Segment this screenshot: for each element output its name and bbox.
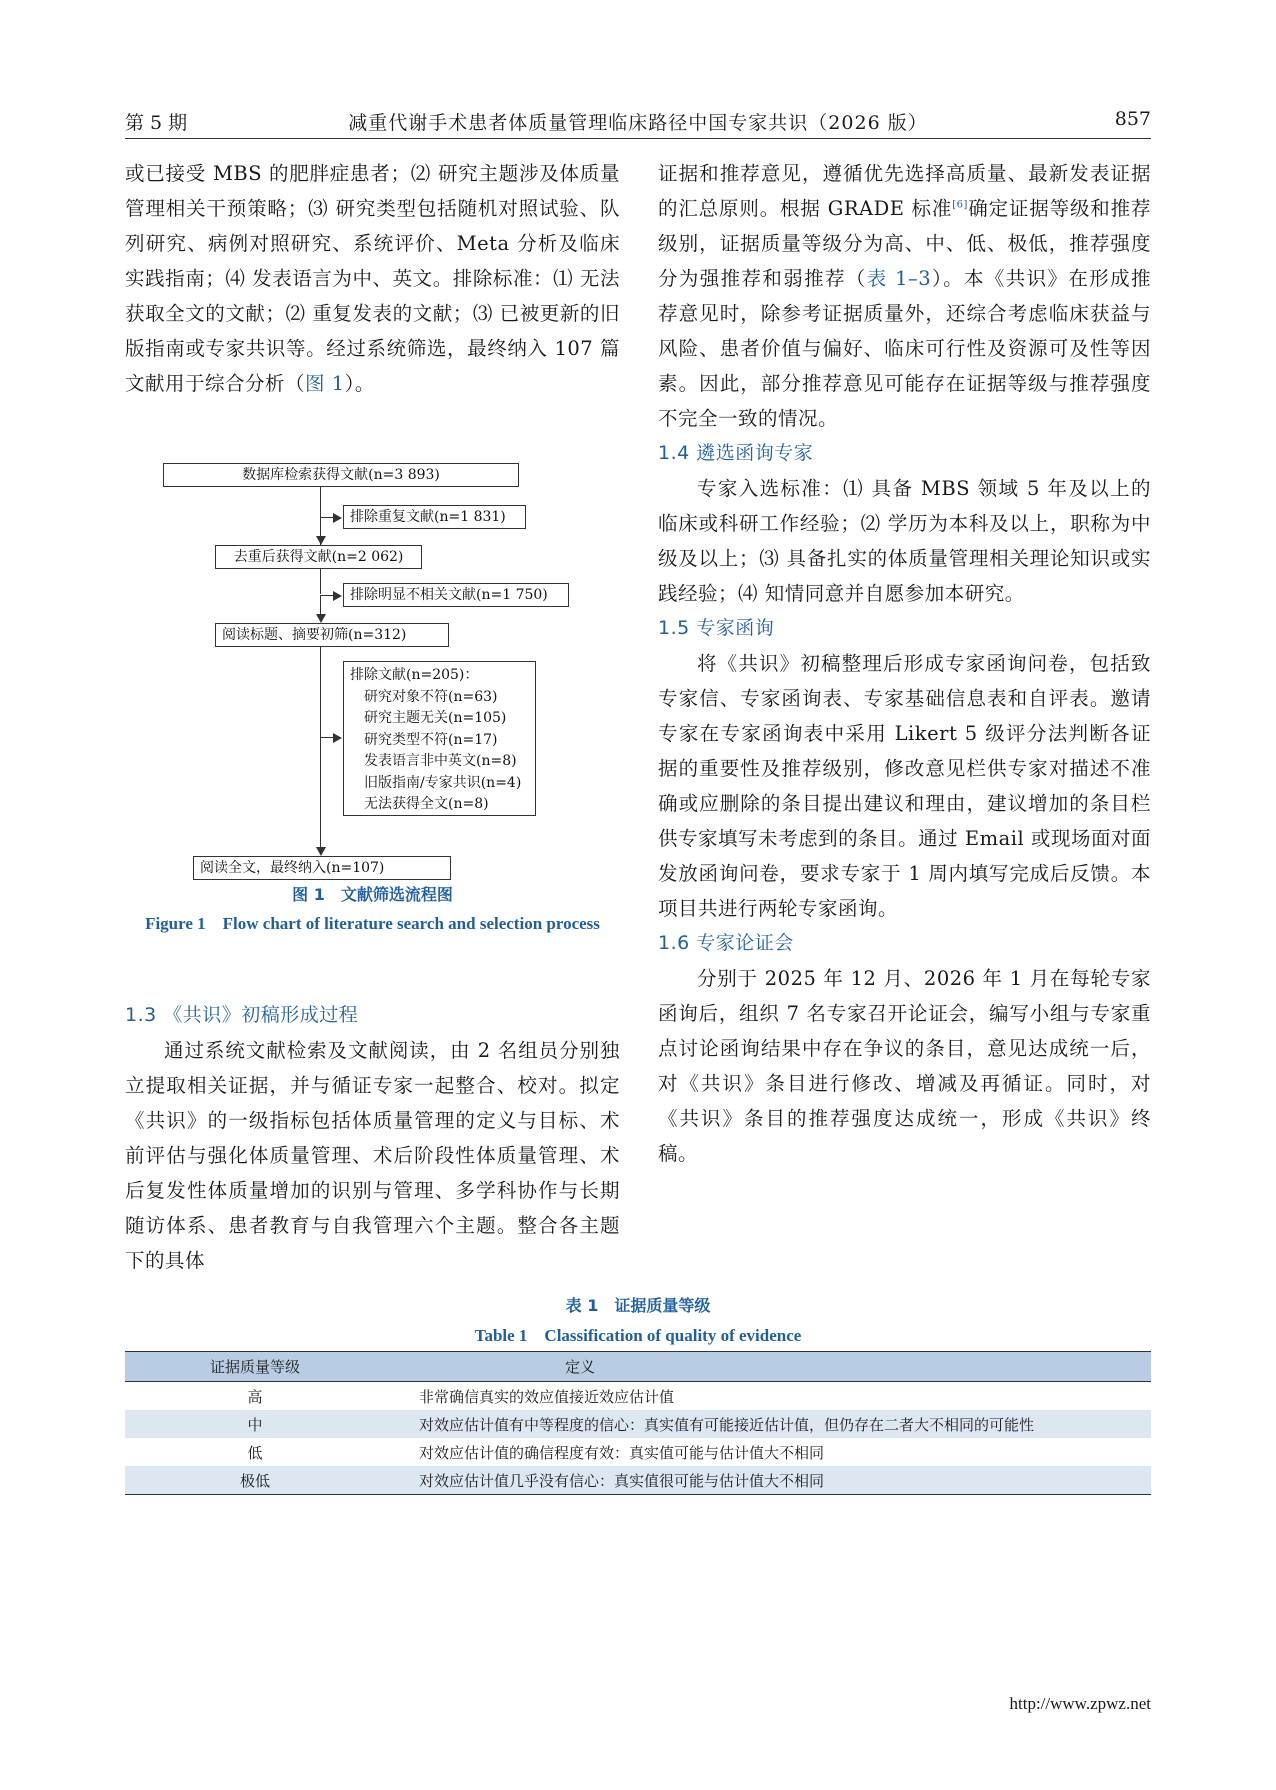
table-cell-level: 高 [247,1387,263,1406]
grade-text: 证据和推荐意见，遵循优先选择高质量、最新发表证据的汇总原则。根据 GRADE 标准 [658,162,1151,220]
exclusion-item: 无法获得全文(n=8) [364,796,489,812]
table-cell-level: 低 [247,1443,263,1462]
flow-box-deduplicated: 去重后获得文献(n=2 062) [215,545,422,569]
table-cell-definition: 对效应估计值几乎没有信心：真实值很可能与估计值大不相同 [385,1466,1151,1495]
table-row [125,1410,1151,1438]
section-body: 专家入选标准：⑴ 具备 MBS 领域 5 年及以上的临床或科研工作经验；⑵ 学历为本科及以上，职称为中级及以上；⑶ 具备扎实的体质量管理相关理论知识或实践经验；⑷ 知情同意并自愿参加本研究。 [658,477,1151,605]
arrow-right-icon [333,591,342,601]
exclusion-item: 旧版指南/专家共识(n=4) [364,774,522,791]
table-header-row [125,1352,1151,1382]
table-caption-cn: 表 1 证据质量等级 [565,1296,711,1315]
section-heading: 1.6 专家论证会 [658,932,794,954]
section-body: 通过系统文献检索及文献阅读，由 2 名组员分别独立提取相关证据，并与循证专家一起整合、校对。拟定《共识》的一级指标包括体质量管理的定义与目标、术前评估与强化体质量管理、术后阶段性体质量管理、术后复发性体质量增加的识别与管理、多学科协作与长期随访体系、患者教育与自我管理六个主题。整合各主题下的具体 [125,1039,620,1272]
table-row [125,1438,1151,1466]
figure-caption-cn: 图 1 文献筛选流程图 [292,885,453,904]
grade-text: ）。本《共识》在形成推荐意见时，除参考证据质量外，还综合考虑临床获益与风险、患者价值与偏好、临床可行性及资源可及性等因素。因此，部分推荐意见可能存在证据等级与推荐强度不完全一致的情况。 [658,267,1151,430]
left-column-intro [125,156,620,401]
arrow-right-icon [333,513,342,523]
section-1-3 [125,998,620,1278]
arrow-down-icon [316,847,326,856]
citation-link[interactable]: [6] [952,199,968,211]
running-header [125,108,1151,140]
table-cell-definition: 对效应估计值的确信程度有效：真实值可能与估计值大不相同 [419,1443,825,1462]
flow-box-exclude-irrelevant: 排除明显不相关文献(n=1 750) [343,583,569,607]
evidence-quality-table [125,1351,1151,1495]
grade-paragraph [658,156,1151,436]
flow-box-exclude-duplicates: 排除重复文献(n=1 831) [343,505,526,529]
table-caption-en: Table 1 Classification of quality of evidence [474,1326,802,1345]
arrow-down-icon [316,536,326,545]
intro-text: 或已接受 MBS 的肥胖症患者；⑵ 研究主题涉及体质量管理相关干预策略；⑶ 研究类型包括随机对照试验、队列研究、病例对照研究、系统评价、Meta 分析及临床实践指南；⑷ 发表语言为中、英文。排除标准：⑴ 无法获取全文的文献；⑵ 重复发表的文献；⑶ 已被更新的旧版指南或专家共识等。经过系统筛选，最终纳入 107 篇文献用于综合分析（ [125,162,620,395]
table-cell-definition: 非常确信真实的效应值接近效应估计值 [419,1387,675,1406]
table-header-definition: 定义 [385,1352,1151,1382]
flow-box-exclusion-reasons [343,661,536,816]
table-cell-level: 极低 [125,1466,385,1495]
flow-connector [320,646,321,848]
section-heading: 1.3 《共识》初稿形成过程 [125,1004,359,1026]
table-row [125,1466,1151,1495]
section-body: 分别于 2025 年 12 月、2026 年 1 月在每轮专家函询后，组织 7 名专家召开论证会，编写小组与专家重点讨论函询结果中存在争议的条目，意见达成统一后，对《共识》条目进行修改、增减及再循证。同时，对《共识》条目的推荐强度达成统一，形成《共识》终稿。 [658,967,1151,1165]
table-header-level: 证据质量等级 [125,1352,385,1382]
section-heading: 1.5 专家函询 [658,617,775,639]
flow-box-screening: 阅读标题、摘要初筛(n=312) [215,623,449,647]
flow-connector [320,595,321,615]
exclusion-item: 发表语言非中英文(n=8) [364,753,517,769]
flow-box-database: 数据库检索获得文献(n=3 893) [163,463,519,487]
intro-paragraph [125,156,620,401]
right-column [658,156,1151,1171]
journal-url-link[interactable]: http://www.zpwz.net [1009,1694,1151,1713]
section-body: 将《共识》初稿整理后形成专家函询问卷，包括致专家信、专家函询表、专家基础信息表和自评表。邀请专家在专家函询表中采用 Likert 5 级评分法判断各证据的重要性及推荐级别，修改意见栏供专家对描述不准确或应删除的条目提出建议和理由，建议增加的条目栏供专家填写未考虑到的条目。通过 Email 或现场面对面发放函询问卷，要求专家于 1 周内填写完成后反馈。本项目共进行两轮专家函询。 [658,652,1151,920]
exclusion-item: 研究主题无关(n=105) [364,710,507,726]
intro-text-end: ）。 [344,372,375,395]
figure-ref-link[interactable]: 图 1 [305,372,345,395]
header-rule [125,138,1151,139]
issue-number: 第 5 期 [125,112,188,134]
arrow-down-icon [316,614,326,623]
figure-1-flowchart [125,455,625,890]
figure-caption-en: Figure 1 Flow chart of literature search and selection process [145,914,600,933]
table-cell-definition: 对效应估计值有中等程度的信心：真实值有可能接近估计值，但仍存在二者大不相同的可能性 [385,1410,1151,1438]
table-ref-link[interactable]: 表 1–3 [866,267,932,290]
exclusion-item: 研究类型不符(n=17) [364,731,498,748]
arrow-right-icon [333,733,342,743]
exclusion-item: 研究对象不符(n=63) [364,688,498,705]
flow-box-included: 阅读全文，最终纳入(n=107) [193,856,451,880]
table-cell-level: 中 [125,1410,385,1438]
running-title: 减重代谢手术患者体质量管理临床路径中国专家共识（2026 版） [348,112,928,134]
exclusion-title: 排除文献(n=205)： [350,667,479,683]
grade-text: 确定证据等级和推荐级别，证据质量等级分为高、中、低、极低，推荐强度分为强推荐和弱推荐（ [658,197,1151,290]
table-row [125,1382,1151,1411]
section-heading: 1.4 遴选函询专家 [658,442,814,464]
page-number: 857 [1114,108,1151,130]
